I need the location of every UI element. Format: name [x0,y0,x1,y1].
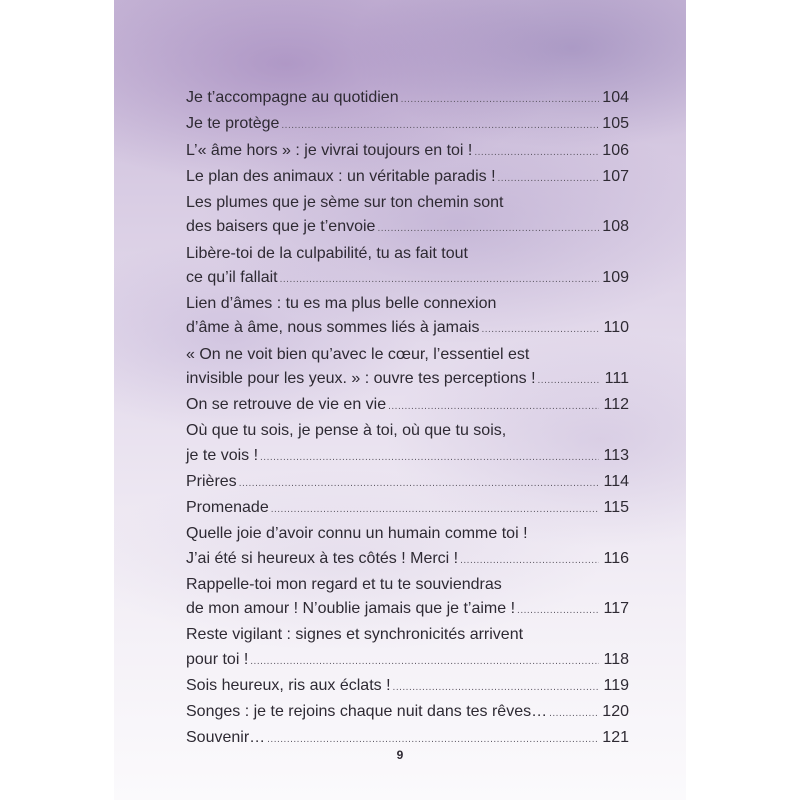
toc-entry-row [186,674,629,700]
toc-entry-page-number: 112 [603,396,629,413]
page-number: 9 [396,748,404,762]
toc-entry [186,191,629,242]
toc-entry-page-number: 108 [602,218,629,236]
toc-entry [186,470,629,496]
toc-entry-page-number: 105 [602,115,629,133]
toc-entry [186,343,629,394]
dot-leader [401,88,599,112]
table-of-contents [186,86,629,753]
toc-entry-title-line: Souvenir… [186,729,266,747]
toc-entry-title-line: je te vois ! [186,446,259,464]
toc-entry [186,522,629,573]
dot-leader [280,268,599,292]
dot-leader [460,549,599,573]
toc-entry-row [186,547,629,573]
toc-entry-title-line: d’âme à âme, nous sommes liés à jamais [186,319,480,337]
toc-entry-title-line: Prières [186,472,237,490]
toc-entry-title-line: pour toi ! [186,650,249,668]
dot-leader [281,114,599,138]
toc-entry [186,674,629,700]
toc-entry-title-line: invisible pour les yeux. » : ouvre tes perceptions ! [186,369,536,387]
toc-entry [186,573,629,624]
toc-entry-title-line: Libère-toi de la culpabilité, tu as fait tout [186,244,468,262]
toc-entry-page-number: 111 [604,369,629,387]
toc-entry-row [186,215,629,241]
toc-entry-title-line: Promenade [186,499,269,516]
toc-entry-row [186,165,629,191]
toc-entry-title-line: de mon amour ! N’oublie jamais que je t’aime ! [186,600,516,617]
toc-entry-page-number: 121 [602,729,629,747]
toc-entry-row [186,367,629,393]
toc-entry-page-number: 117 [603,600,629,617]
toc-entry-page-number: 118 [603,650,629,668]
toc-entry-title-line: Où que tu sois, je pense à toi, où que tu sois, [186,422,507,440]
toc-entry-page-number: 116 [603,549,629,567]
toc-entry-title-line: ce qu’il fallait [186,268,278,286]
toc-entry-row [186,496,629,522]
toc-entry-title-line: Rappelle-toi mon regard et tu te souviendras [186,575,502,593]
toc-entry-page-number: 110 [603,319,629,337]
book-page [114,0,686,800]
toc-entry-title-line: Lien d’âmes : tu es ma plus belle connexion [186,295,497,312]
toc-entry-page-number: 115 [603,499,629,516]
dot-leader [239,472,599,496]
dot-leader [393,676,599,700]
toc-entry-row [186,597,629,623]
dot-leader [271,498,599,522]
toc-entry-row [186,112,629,138]
dot-leader [260,446,599,470]
toc-entry-title-line: Les plumes que je sème sur ton chemin sont [186,194,504,211]
toc-entry-page-number: 107 [602,167,629,185]
toc-entry-title-line: Je t’accompagne au quotidien [186,89,399,106]
toc-entry-title-line: Quelle joie d’avoir connu un humain comme toi ! [186,525,528,543]
dot-leader [549,702,599,726]
toc-entry-row [186,444,629,470]
toc-entry-title-line: des baisers que je t’envoie [186,218,376,236]
toc-entry-page-number: 114 [603,472,629,490]
toc-entry [186,623,629,674]
dot-leader [250,650,599,674]
toc-entry [186,700,629,726]
toc-entry-title-line: Le plan des animaux : un véritable paradis ! [186,167,496,185]
toc-entry [186,496,629,522]
toc-entry-page-number: 106 [602,141,629,159]
dot-leader [388,395,599,419]
toc-entry-row [186,266,629,292]
dot-leader [481,318,599,342]
toc-entry-page-number: 113 [603,446,629,464]
toc-entry-row [186,316,629,342]
toc-entry-row [186,86,629,112]
toc-entry [186,165,629,191]
toc-entry-title-line: On se retrouve de vie en vie [186,396,387,413]
toc-entry-title-line: L’« âme hors » : je vivrai toujours en toi ! [186,141,473,159]
toc-entry-page-number: 109 [602,268,629,286]
toc-entry-title-line: Je te protège [186,115,280,133]
toc-entry-title-line: Songes : je te rejoins chaque nuit dans tes rêves… [186,703,548,720]
dot-leader [498,167,599,191]
toc-entry-row [186,139,629,165]
toc-entry-row [186,700,629,726]
toc-entry [186,393,629,419]
toc-entry-title-line: J’ai été si heureux à tes côtés ! Merci ! [186,549,459,567]
toc-entry-row [186,648,629,674]
toc-entry-title-line: Sois heureux, ris aux éclats ! [186,676,391,694]
toc-entry-title-line: Reste vigilant : signes et synchronicités arrivent [186,626,524,644]
dot-leader [474,141,599,165]
toc-entry [186,242,629,293]
dot-leader [538,369,599,393]
dot-leader [517,599,599,623]
dot-leader [377,217,599,241]
toc-entry [186,139,629,165]
toc-entry [186,419,629,470]
toc-entry-row [186,470,629,496]
toc-entry-page-number: 104 [602,89,629,106]
toc-entry-page-number: 119 [603,676,629,694]
toc-entry-row [186,393,629,419]
toc-entry-page-number: 120 [602,703,629,720]
toc-entry [186,112,629,138]
toc-entry [186,86,629,112]
toc-entry [186,292,629,343]
toc-entry-title-line: « On ne voit bien qu’avec le cœur, l’essentiel est [186,345,530,363]
